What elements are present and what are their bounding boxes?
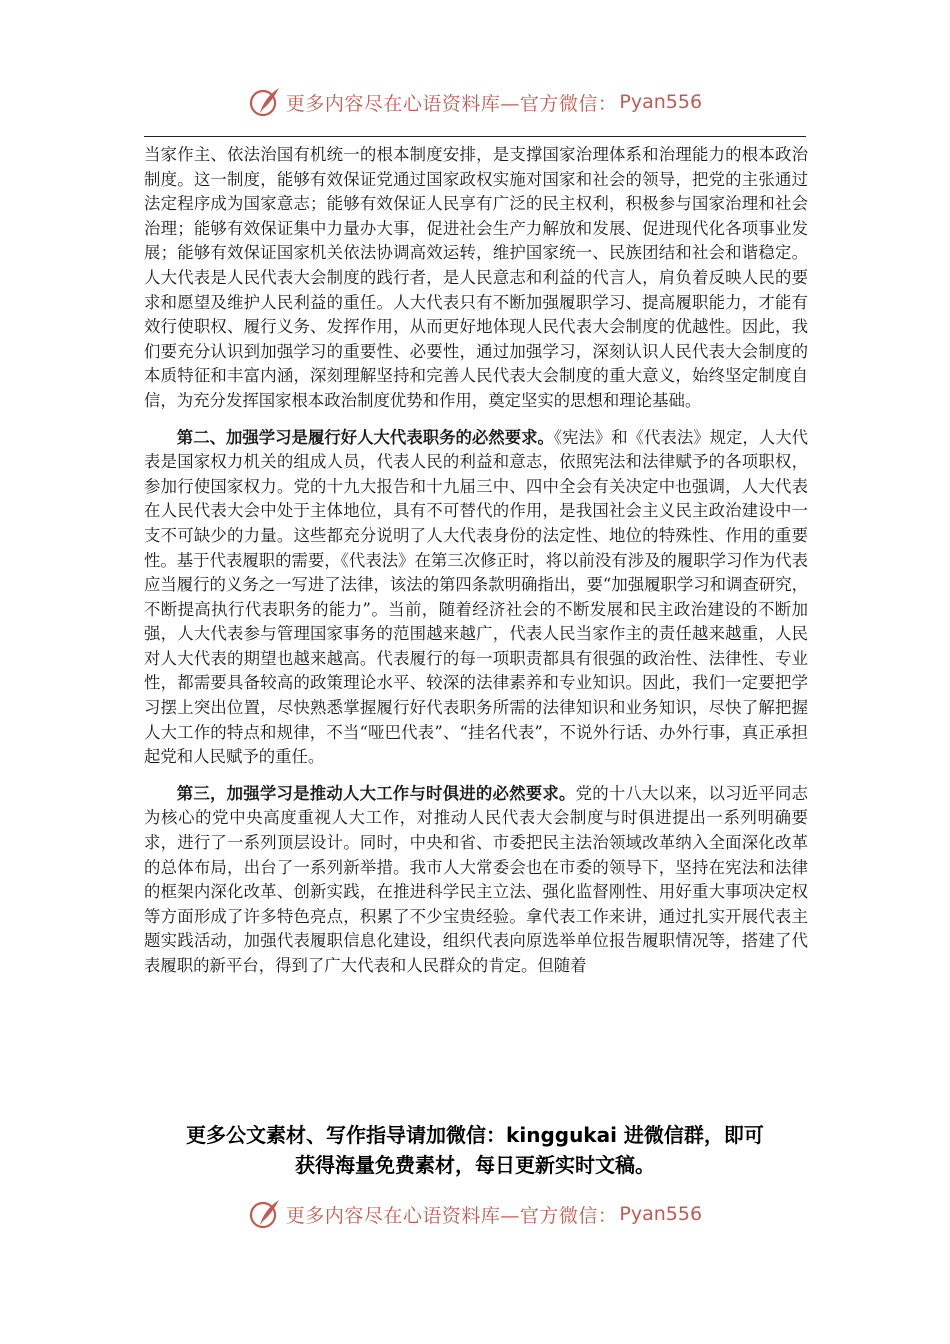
footer-brand-text: 更多内容尽在心语资料库—官方微信： [285,1204,618,1227]
paragraph-2-text: 《宪法》和《代表法》规定，人大代表是国家权力机关的组成人员，代表人民的利益和意志，依照宪法和法律赋予的各项职权，参加行使国家权力。党的十九大报告和十九届三中、四中全会有关决定中也强调，人大代表在人民代表大会中处于主体地位，具有不可替代的作用，是我国社会主义民主政治建设中一支不可缺少的力量。这些都充分说明了人大代表身份的法定性、地位的特殊性、作用的重要性。基于代表履职的需要，《代表法》在第三次修正时，将以前没有涉及的履职学习作为代表应当履行的义务之一写进了法律，该法的第四条款明确指出，要“加强履职学习和调查研究，不断提高执行代表职务的能力”。当前，随着经济社会的不断发展和民主政治建设的不断加强，人大代表参与管理国家事务的范围越来越广，代表人民当家作主的责任越来越重，人民对人大代表的期望也越来越高。代表履行的每一项职责都具有很强的政治性、法律性、专业性，都需要具备较高的政策理论水平、较深的法律素养和专业知识。因此，我们一定要把学习摆上突出位置，尽快熟悉掌握履行好代表职务所需的法律知识和业务知识，尽快了解把握人大工作的特点和规律，不当“哑巴代表”、“挂名代表”，不说外行话、办外行事，真正承担起党和人民赋予的重任。 [144,427,809,767]
promo-notice [130,1120,820,1180]
document-body [144,143,808,979]
paragraph-3-heading: 第三，加强学习是推动人大工作与时俱进的必然要求。 [176,783,576,803]
paragraph-3 [144,782,808,979]
header-brand-text: 更多内容尽在心语资料库—官方微信： [285,92,618,115]
footer-brand [0,1194,950,1234]
header-brand-id: Pyan556 [619,91,703,113]
paragraph-2 [144,426,808,770]
promo-line-1: 更多公文素材、写作指导请加微信：kinggukai 进微信群，即可 [186,1123,764,1147]
paragraph-3-text: 党的十八大以来，以习近平同志为核心的党中央高度重视人大工作，对推动人民代表大会制度与时俱进提出一系列明确要求，进行了一系列顶层设计。同时，中央和省、市委把民主法治领域改革纳入全面深化改革的总体布局，出台了一系列新举措。我市人大常委会也在市委的领导下，坚持在宪法和法律的框架内深化改革、创新实践，在推进科学民主立法、强化监督刚性、用好重大事项决定权等方面形成了许多特色亮点，积累了不少宝贵经验。拿代表工作来讲，通过扎实开展代表主题实践活动，加强代表履职信息化建设，组织代表向原选举单位报告履职情况等，搭建了代表履职的新平台，得到了广大代表和人民群众的肯定。但随着 [144,783,808,975]
promo-line-2: 获得海量免费素材，每日更新实时文稿。 [295,1153,655,1177]
header-brand [0,82,950,122]
quill-logo-icon [248,85,282,119]
paragraph-2-heading: 第二、加强学习是履行好人大代表职务的必然要求。 [176,427,554,447]
footer-brand-id: Pyan556 [619,1203,703,1225]
paragraph-1: 当家作主、依法治国有机统一的根本制度安排，是支撑国家治理体系和治理能力的根本政治制度。这一制度，能够有效保证党通过国家政权实施对国家和社会的领导，把党的主张通过法定程序成为国家意志；能够有效保证人民享有广泛的民主权利，积极参与国家治理和社会治理；能够有效保证集中力量办大事，促进社会生产力解放和发展、促进现代化各项事业发展；能够有效保证国家机关依法协调高效运转，维护国家统一、民族团结和社会和谐稳定。人大代表是人民代表大会制度的践行者，是人民意志和利益的代言人，肩负着反映人民的要求和愿望及维护人民利益的重任。人大代表只有不断加强履职学习、提高履职能力，才能有效行使职权、履行义务、发挥作用，从而更好地体现人民代表大会制度的优越性。因此，我们要充分认识到加强学习的重要性、必要性，通过加强学习，深刻认识人民代表大会制度的本质特征和丰富内涵，深刻理解坚持和完善人民代表大会制度的重大意义，始终坚定制度自信，为充分发挥国家根本政治制度优势和作用，奠定坚实的思想和理论基础。 [144,145,808,410]
quill-logo-icon [248,1197,282,1231]
header-divider [144,136,806,137]
